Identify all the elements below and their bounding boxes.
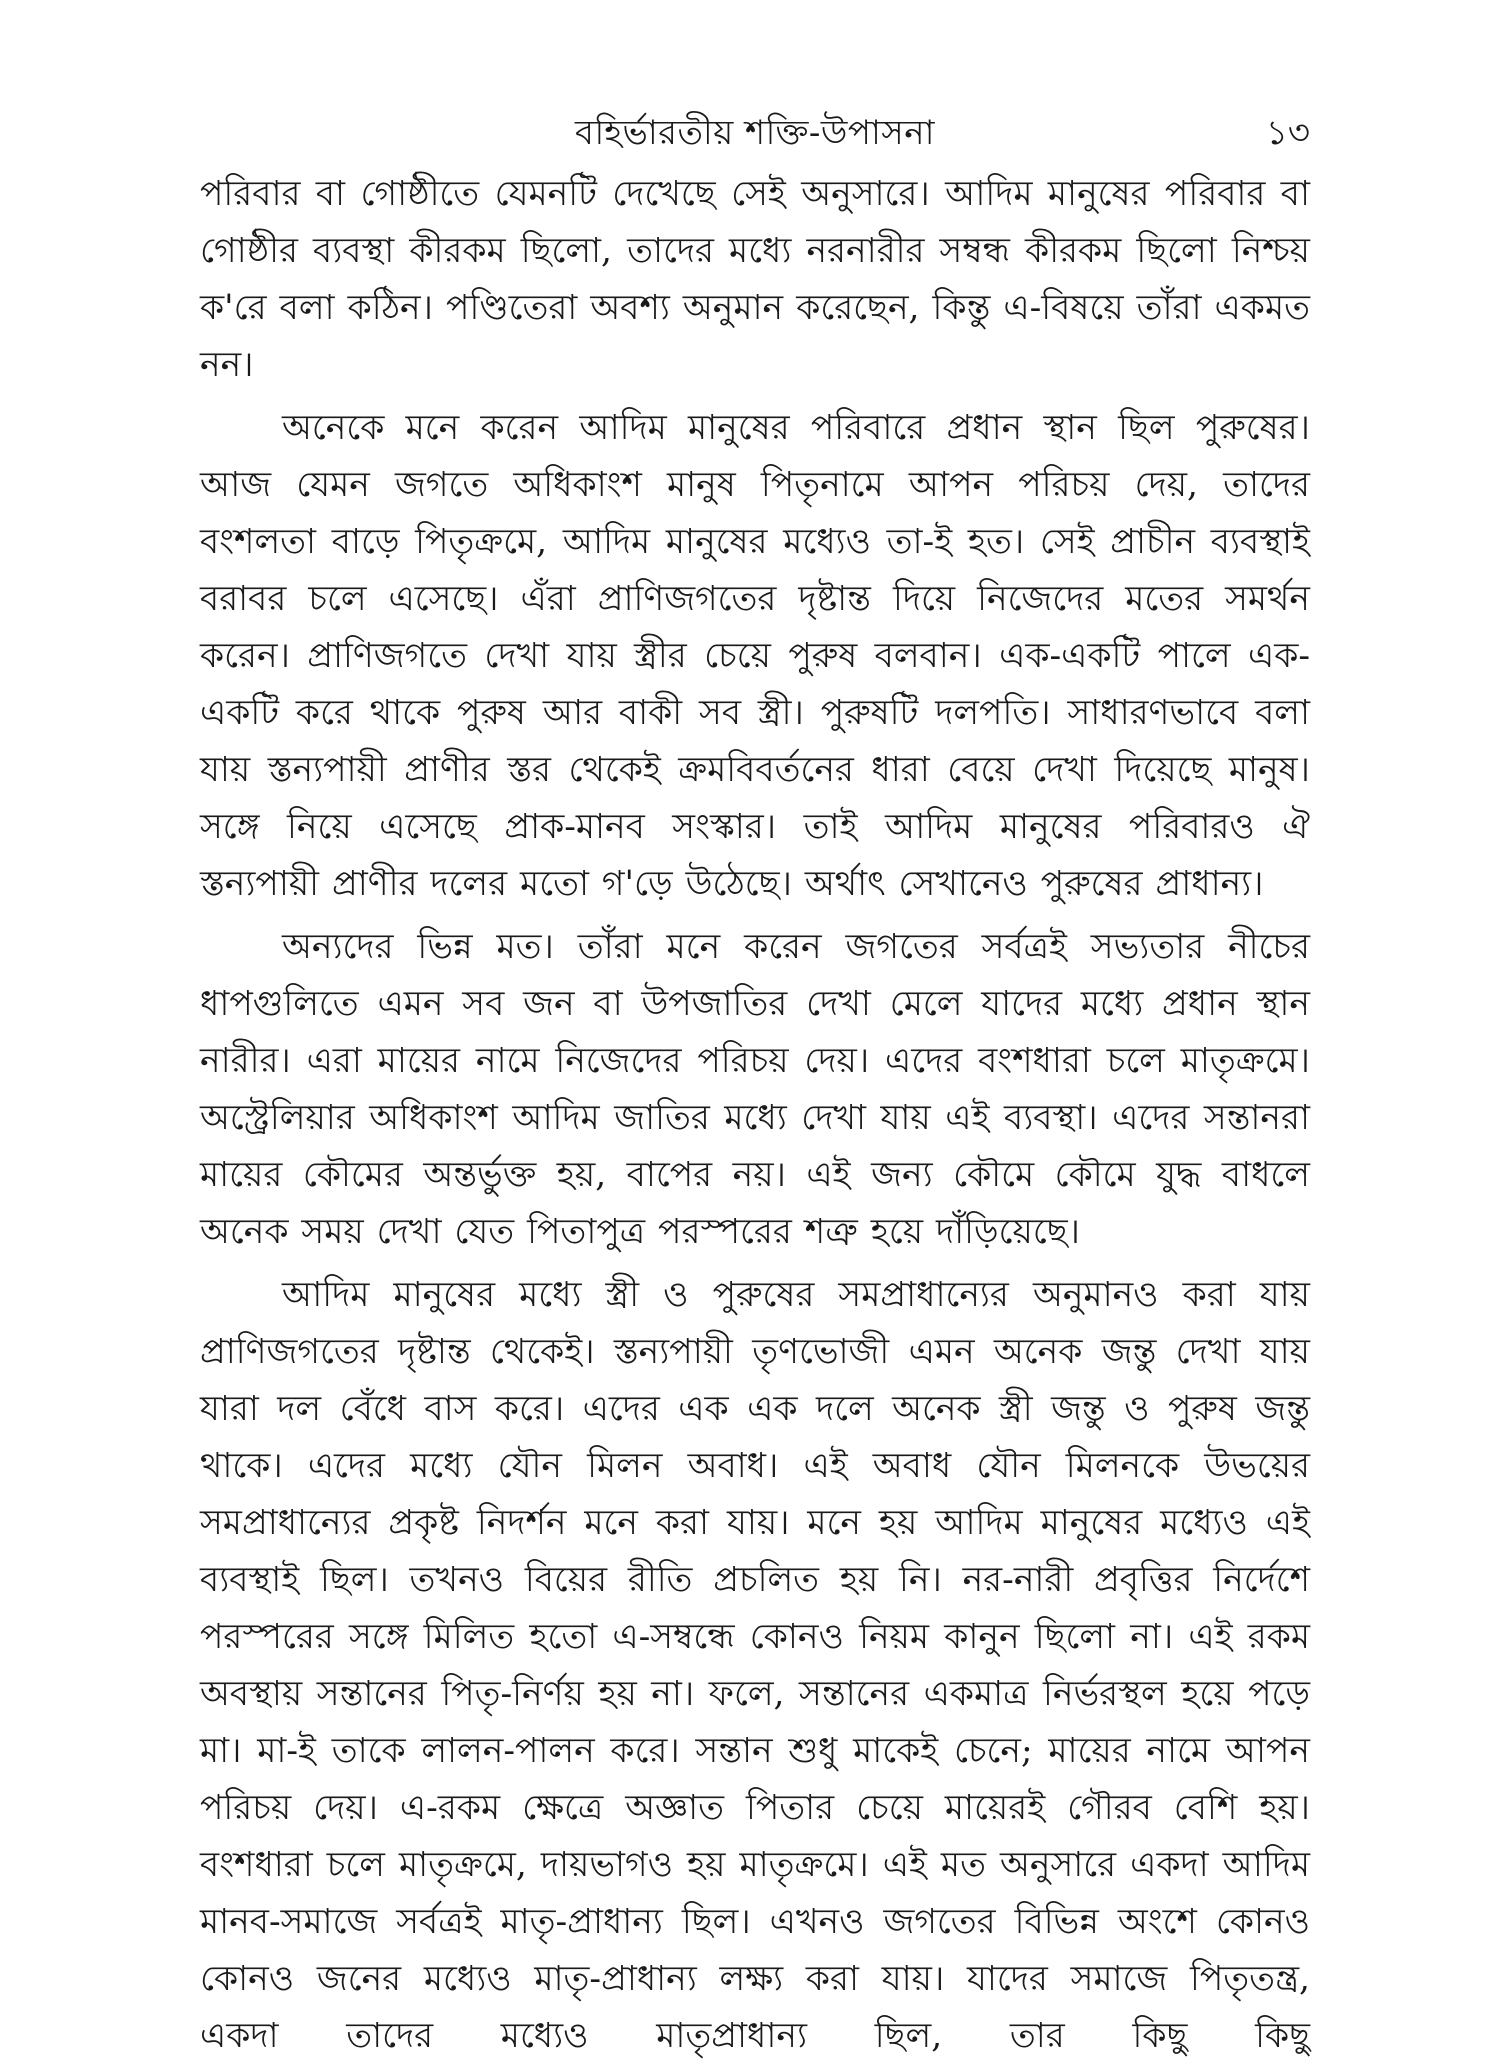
paragraph-patriarchy: অনেকে মনে করেন আদিম মানুষের পরিবারে প্রধান স্থান ছিল পুরুষের। আজ যেমন জগতে অধিকাংশ মানুষ পিতৃনামে আপন পরিচয় দেয়, তাদের বংশলতা বাড়ে পিতৃক্রমে, আদিম মানুষের মধ্যেও তা-ই হত। সেই প্রাচীন ব্যবস্থাই বরাবর চলে এসেছে। এঁরা প্রাণিজগতের দৃষ্টান্ত দিয়ে নিজেদের মতের সমর্থন করেন। প্রাণিজগতে দেখা যায় স্ত্রীর চেয়ে পুরুষ বলবান। এক-একটি পালে এক-একটি করে থাকে পুরুষ আর বাকী সব স্ত্রী। পুরুষটি দলপতি। সাধারণভাবে বলা যায় স্তন্যপায়ী প্রাণীর স্তর থেকেই ক্রমবিবর্তনের ধারা বেয়ে দেখা দিয়েছে মানুষ। সঙ্গে নিয়ে এসেছে প্রাক-মানব সংস্কার। তাই আদিম মানুষের পরিবারও ঐ স্তন্যপায়ী প্রাণীর দলের মতো গ'ড়ে উঠেছে। অর্থাৎ সেখানেও পুরুষের প্রাধান্য। xyxy=(200,408,1310,904)
paragraph-matriarchy: অন্যদের ভিন্ন মত। তাঁরা মনে করেন জগতের সর্বত্রই সভ্যতার নীচের ধাপগুলিতে এমন সব জন বা উপজাতির দেখা মেলে যাদের মধ্যে প্রধান স্থান নারীর। এরা মায়ের নামে নিজেদের পরিচয় দেয়। এদের বংশধারা চলে মাতৃক্রমে। অস্ট্রেলিয়ার অধিকাংশ আদিম জাতির মধ্যে দেখা যায় এই ব্যবস্থা। এদের সন্তানরা মায়ের কৌমের অন্তর্ভুক্ত হয়, বাপের নয়। এই জন্য কৌমে কৌমে যুদ্ধ বাধলে অনেক সময় দেখা যেত পিতাপুত্র পরস্পরের শত্রু হয়ে দাঁড়িয়েছে। xyxy=(200,927,1310,1252)
paragraph-continued: পরিবার বা গোষ্ঠীতে যেমনটি দেখেছে সেই অনুসারে। আদিম মানুষের পরিবার বা গোষ্ঠীর ব্যবস্থা কীরকম ছিলো, তাদের মধ্যে নরনারীর সম্বন্ধ কীরকম ছিলো নিশ্চয় ক'রে বলা কঠিন। পণ্ডিতেরা অবশ্য অনুমান করেছেন, কিন্তু এ-বিষয়ে তাঁরা একমত নন। xyxy=(200,174,1310,385)
running-header xyxy=(200,108,1310,158)
body-text xyxy=(200,166,1310,2071)
paragraph-equality: আদিম মানুষের মধ্যে স্ত্রী ও পুরুষের সমপ্রাধান্যের অনুমানও করা যায় প্রাণিজগতের দৃষ্টান্ত থেকেই। স্তন্যপায়ী তৃণভোজী এমন অনেক জন্তু দেখা যায় যারা দল বেঁধে বাস করে। এদের এক এক দলে অনেক স্ত্রী জন্তু ও পুরুষ জন্তু থাকে। এদের মধ্যে যৌন মিলন অবাধ। এই অবাধ যৌন মিলনকে উভয়ের সমপ্রাধান্যের প্রকৃষ্ট নিদর্শন মনে করা যায়। মনে হয় আদিম মানুষের মধ্যেও এই ব্যবস্থাই ছিল। তখনও বিয়ের রীতি প্রচলিত হয় নি। নর-নারী প্রবৃত্তির নির্দেশে পরস্পরের সঙ্গে মিলিত হতো এ-সম্বন্ধে কোনও নিয়ম কানুন ছিলো না। এই রকম অবস্থায় সন্তানের পিতৃ-নির্ণয় হয় না। ফলে, সন্তানের একমাত্র নির্ভরস্থল হয়ে পড়ে মা। মা-ই তাকে লালন-পালন করে। সন্তান শুধু মাকেই চেনে; মায়ের নামে আপন পরিচয় দেয়। এ-রকম ক্ষেত্রে অজ্ঞাত পিতার চেয়ে মায়েরই গৌরব বেশি হয়। বংশধারা চলে মাতৃক্রমে, দায়ভাগও হয় মাতৃক্রমে। এই মত অনুসারে একদা আদিম মানব-সমাজে সর্বত্রই মাতৃ-প্রাধান্য ছিল। এখনও জগতের বিভিন্ন অংশে কোনও কোনও জনের মধ্যেও মাতৃ-প্রাধান্য লক্ষ্য করা যায়। যাদের সমাজে পিতৃতন্ত্র, একদা তাদের মধ্যেও মাতৃপ্রাধান্য ছিল, তার কিছু কিছু xyxy=(200,1275,1310,2056)
page-number: ১৩ xyxy=(1265,113,1310,153)
header-title: বহির্ভারতীয় শক্তি-উপাসনা xyxy=(575,113,935,153)
